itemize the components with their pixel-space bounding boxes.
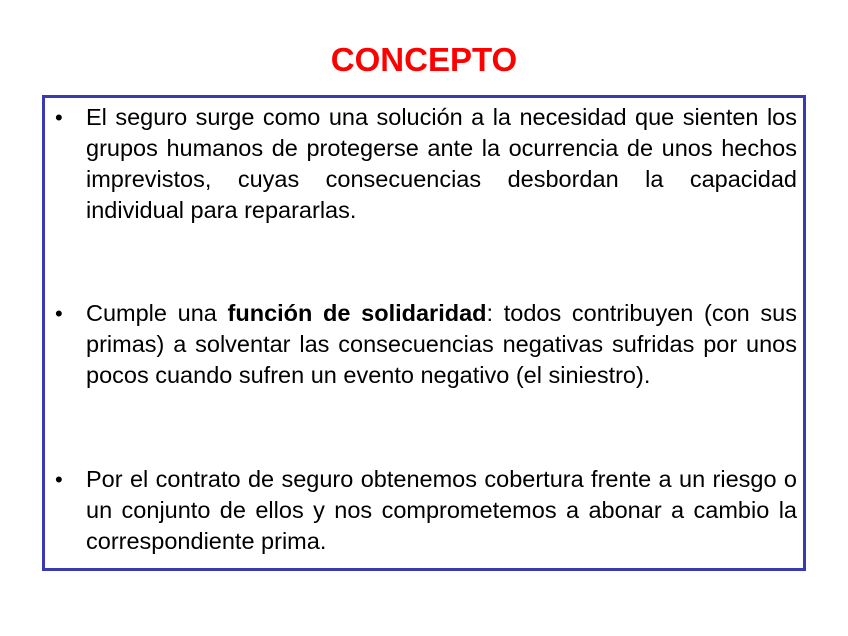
bullet-text-start: Cumple una	[86, 300, 228, 326]
content-box	[42, 95, 806, 571]
bullet-icon: •	[55, 467, 63, 492]
bullet-text: Por el contrato de seguro obtenemos cobertura frente a un riesgo o un conjunto de ellos y nos comprometemos a abonar a cambio la correspondiente prima.	[86, 466, 797, 554]
bullet-icon: •	[55, 105, 63, 130]
bullet-icon: •	[55, 301, 63, 326]
bullet-text	[86, 298, 797, 391]
bullet-text-end: : todos contribuyen (con sus primas) a solventar las consecuencias negativas sufridas por unos pocos cuando sufren un evento negativo (el siniestro).	[86, 300, 797, 388]
bullet-text-bold: función de solidaridad	[227, 300, 487, 326]
slide-title: CONCEPTO	[330, 41, 518, 78]
bullet-text: El seguro surge como una solución a la necesidad que sienten los grupos humanos de protegerse ante la ocurrencia de unos hechos imprevistos, cuyas consecuencias desbordan la capacidad individual para repararlas.	[86, 104, 797, 223]
